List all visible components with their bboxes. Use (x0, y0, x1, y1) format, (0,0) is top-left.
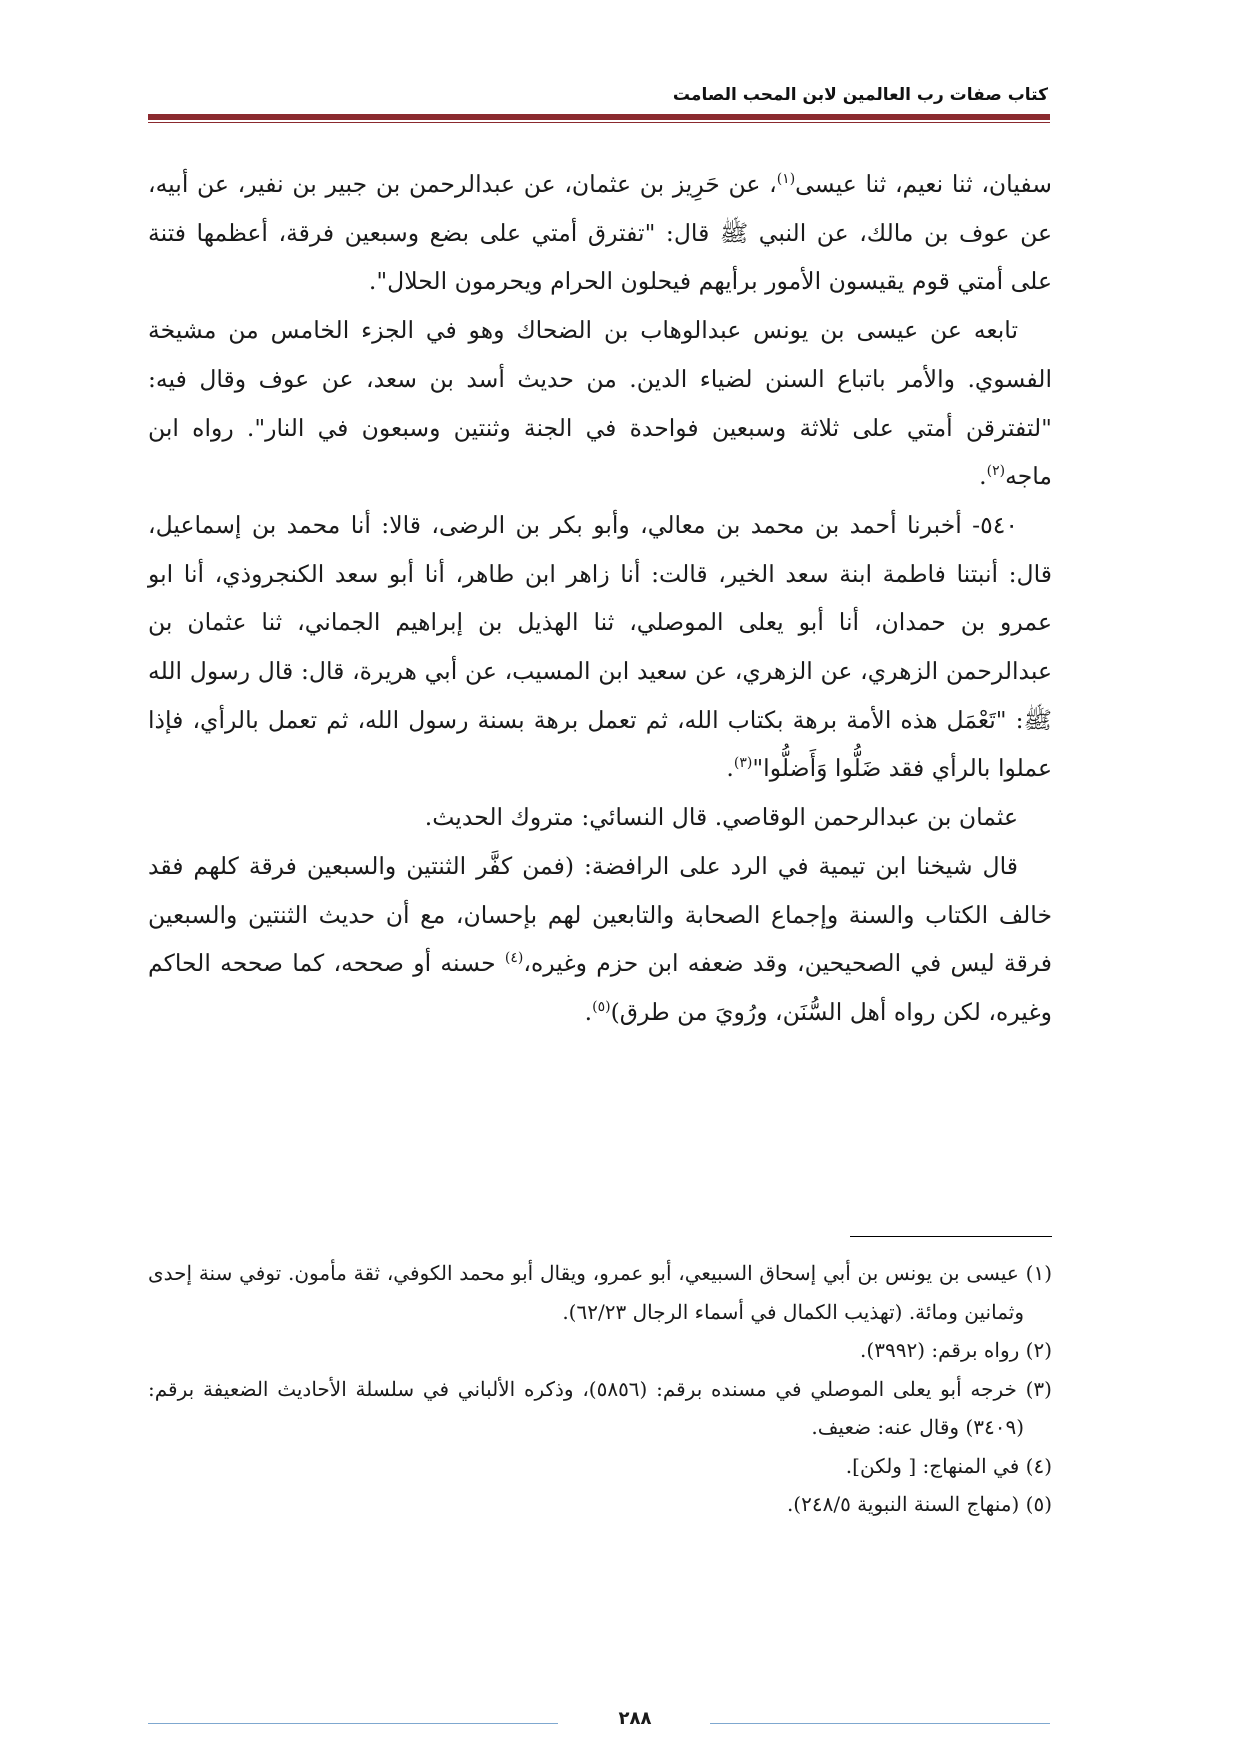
footnote-ref-2[interactable]: (٢) (986, 463, 1006, 480)
page-number: ٢٨٨ (618, 1708, 652, 1729)
footnote-ref-5[interactable]: (٥) (592, 999, 611, 1016)
footnote-ref-1[interactable]: (١) (776, 171, 796, 188)
header-rule-thin (148, 122, 1050, 123)
footnotes (148, 1254, 1052, 1524)
footnote-2: (٢) رواه برقم: (٣٩٩٢). (860, 1338, 1052, 1362)
paragraph-1: سفيان، ثنا نعيم، ثنا عيسى$^{(١)}$، عن حَرِيز بن عثمان، عن عبدالرحمن بن جبير بن نفير، عن أبيه، عن عوف بن مالك، عن النبي ﷺ قال: "تفترق أمتي على بضع وسبعين فرقة، أعظمها فتنة على أمتي قوم يقيسون الأمور برأيهم فيحلون الحرام ويحرمون الحلال". (148, 170, 1052, 296)
paragraph-2: تابعه عن عيسى بن يونس عبدالوهاب بن الضحاك وهو في الجزء الخامس من مشيخة الفسوي. والأمر باتباع السنن لضياء الدين. من حديث أسد بن سعد، عن عوف وقال فيه: "لتفترقن أمتي على ثلاثة وسبعين فواحدة في الجنة وثنتين وسبعون في النار". رواه ابن ماجه$^{(٢)}$. (148, 316, 1052, 491)
running-header (148, 78, 1048, 112)
paragraph-3: ٥٤٠- أخبرنا أحمد بن محمد بن معالي، وأبو بكر بن الرضى، قالا: أنا محمد بن إسماعيل، قال: أنبتنا فاطمة ابنة سعد الخير، قالت: أنا زاهر ابن طاهر، أنا أبو سعد الكنجروذي، أنا ابو عمرو بن حمدان، أنا أبو يعلى الموصلي، ثنا الهذيل بن إبراهيم الجماني، ثنا عثمان بن عبدالرحمن الزهري، عن الزهري، عن سعيد ابن المسيب، عن أبي هريرة، قال: قال رسول الله ﷺ: "تَعْمَل هذه الأمة برهة بكتاب الله، ثم تعمل برهة بسنة رسول الله، ثم تعمل بالرأي، فإذا عملوا بالرأي فقد ضَلُّوا وَأَضلُّوا"$^{(٣)}$. (148, 510, 1052, 783)
footnote-5: (٥) (منهاج السنة النبوية ٢٤٨/٥). (786, 1492, 1052, 1516)
footnote-separator (850, 1236, 1052, 1237)
footnote-ref-4[interactable]: (٤) (504, 950, 524, 967)
footnote-1: (١) عيسى بن يونس بن أبي إسحاق السبيعي، أبو عمرو، ويقال أبو محمد الكوفي، ثقة مأمون. توفي سنة إحدى وثمانين ومائة. (تهذيب الكمال في أسماء الرجال ٦٢/٢٣). (148, 1261, 1052, 1324)
footnote-ref-3[interactable]: (٣) (733, 755, 753, 772)
footnote-4: (٤) في المنهاج: [ ولكن]. (845, 1453, 1052, 1478)
footer-rule-right (710, 1723, 1050, 1724)
paragraph-4: عثمان بن عبدالرحمن الوقاصي. قال النسائي: متروك الحديث. (424, 803, 1018, 832)
book-title: كتاب صفات رب العالمين لابن المحب الصامت (672, 85, 1048, 105)
paragraph-5: قال شيخنا ابن تيمية في الرد على الرافضة: (فمن كفَّر الثنتين والسبعين فرقة كلهم فقد خالف الكتاب والسنة وإجماع الصحابة والتابعين لهم بإحسان، مع أن حديث الثنتين والسبعين فرقة ليس في الصحيحين، وقد ضعفه ابن حزم وغيره،$^{(٤)}$ حسنه أو صححه، كما صححه الحاكم وغيره، لكن رواه أهل السُّنَن، ورُويَ من طرق)$^{(٥)}$. (148, 851, 1053, 1026)
footer-rule-left (148, 1723, 558, 1724)
main-text (148, 160, 1052, 1037)
footnote-3: (٣) خرجه أبو يعلى الموصلي في مسنده برقم: (٥٨٥٦)، وذكره الألباني في سلسلة الأحاديث الضعيفة برقم: (٣٤٠٩) وقال عنه: ضعيف. (148, 1376, 1052, 1439)
header-rule (148, 114, 1050, 120)
